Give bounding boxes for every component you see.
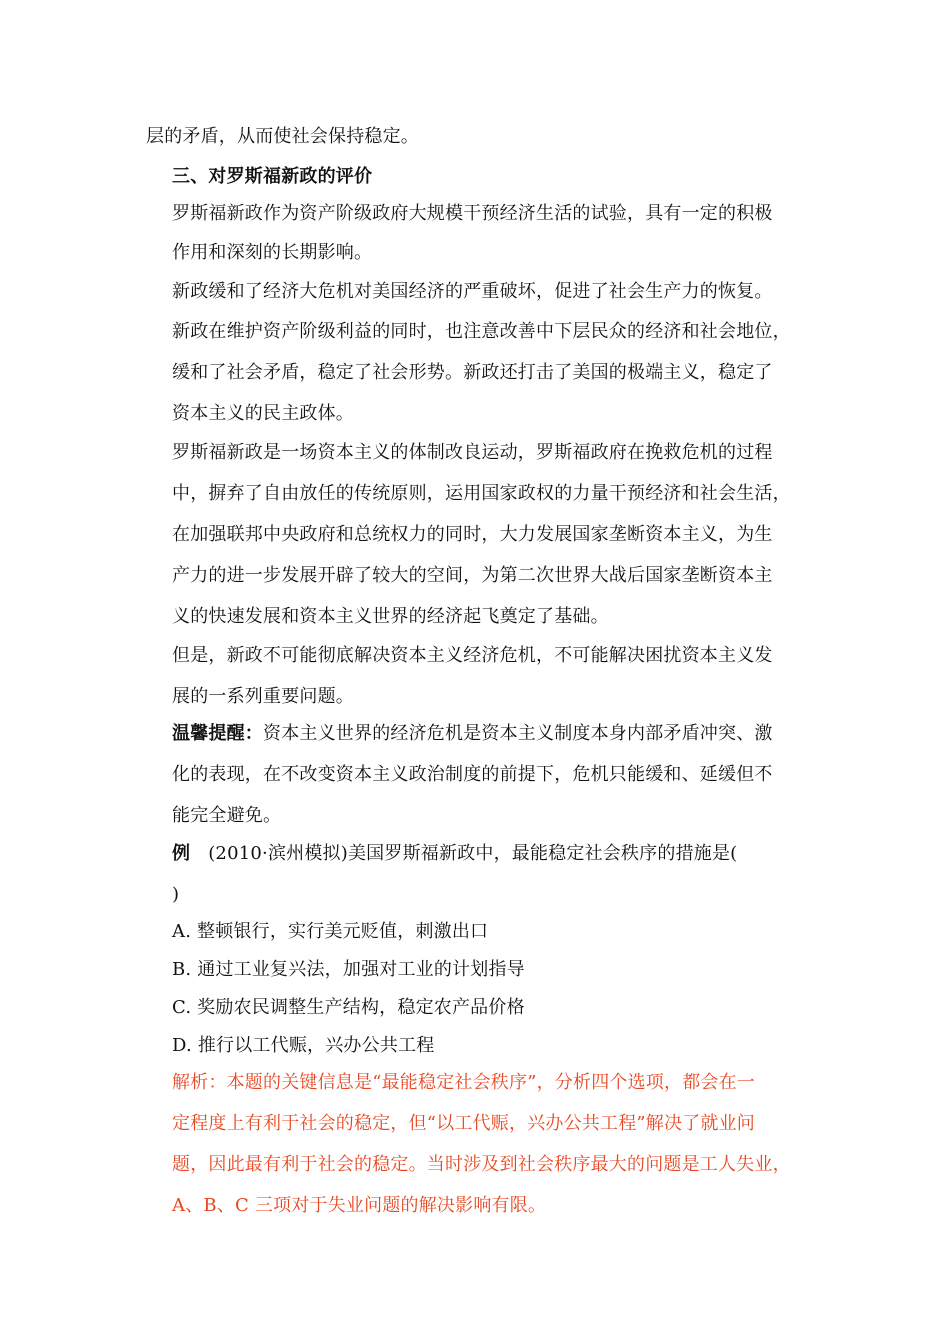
analysis-line-1: 解析：本题的关键信息是“最能稳定社会秩序”，分析四个选项，都会在一 <box>172 1072 756 1093</box>
example-question <box>172 842 737 866</box>
analysis-line-3: 题，因此最有利于社会的稳定。当时涉及到社会秩序最大的问题是工人失业， <box>172 1154 791 1175</box>
paragraph-3-line-1: 新政在维护资产阶级利益的同时，也注意改善中下层民众的经济和社会地位， <box>172 321 791 342</box>
tip-text: 资本主义世界的经济危机是资本主义制度本身内部矛盾冲突、激 <box>263 723 773 744</box>
analysis-line-4: A、B、C 三项对于失业问题的解决影响有限。 <box>172 1195 547 1216</box>
option-d: D. 推行以工代赈，兴办公共工程 <box>172 1035 435 1056</box>
paragraph-4-line-4: 产力的进一步发展开辟了较大的空间，为第二次世界大战后国家垄断资本主 <box>172 565 773 586</box>
paragraph-4-line-3: 在加强联邦中央政府和总统权力的同时，大力发展国家垄断资本主义，为生 <box>172 524 773 545</box>
example-question-end: ) <box>172 884 180 905</box>
tip-line-2: 化的表现，在不改变资本主义政治制度的前提下，危机只能缓和、延缓但不 <box>172 764 773 785</box>
tip-label: 温馨提醒： <box>172 723 263 744</box>
paragraph-1-line-2: 作用和深刻的长期影响。 <box>172 242 373 263</box>
intro-tail-line: 层的矛盾，从而使社会保持稳定。 <box>146 126 419 147</box>
analysis-line-2: 定程度上有利于社会的稳定，但“以工代赈，兴办公共工程”解决了就业问 <box>172 1113 756 1134</box>
paragraph-5-line-2: 展的一系列重要问题。 <box>172 686 354 707</box>
paragraph-1-line-1: 罗斯福新政作为资产阶级政府大规模干预经济生活的试验，具有一定的积极 <box>172 203 773 224</box>
tip-line-3: 能完全避免。 <box>172 805 282 826</box>
paragraph-5-line-1: 但是，新政不可能彻底解决资本主义经济危机，不可能解决困扰资本主义发 <box>172 645 773 666</box>
option-a: A. 整顿银行，实行美元贬值，刺激出口 <box>172 921 489 942</box>
option-b: B. 通过工业复兴法，加强对工业的计划指导 <box>172 959 525 980</box>
section-heading: 三、对罗斯福新政的评价 <box>172 166 373 187</box>
paragraph-3-line-3: 资本主义的民主政体。 <box>172 403 354 424</box>
option-c: C. 奖励农民调整生产结构，稳定农产品价格 <box>172 997 525 1018</box>
paragraph-2-line-1: 新政缓和了经济大危机对美国经济的严重破坏，促进了社会生产力的恢复。 <box>172 281 773 302</box>
paragraph-3-line-2: 缓和了社会矛盾，稳定了社会形势。新政还打击了美国的极端主义，稳定了 <box>172 362 773 383</box>
paragraph-4-line-2: 中，摒弃了自由放任的传统原则，运用国家政权的力量干预经济和社会生活， <box>172 483 791 504</box>
paragraph-4-line-1: 罗斯福新政是一场资本主义的体制改良运动，罗斯福政府在挽救危机的过程 <box>172 442 773 463</box>
paragraph-4-line-5: 义的快速发展和资本主义世界的经济起飞奠定了基础。 <box>172 606 609 627</box>
tip-line-1 <box>172 722 773 746</box>
example-label: 例 <box>172 843 191 864</box>
example-question-text: (2010·滨州模拟)美国罗斯福新政中，最能稳定社会秩序的措施是( <box>208 843 738 864</box>
